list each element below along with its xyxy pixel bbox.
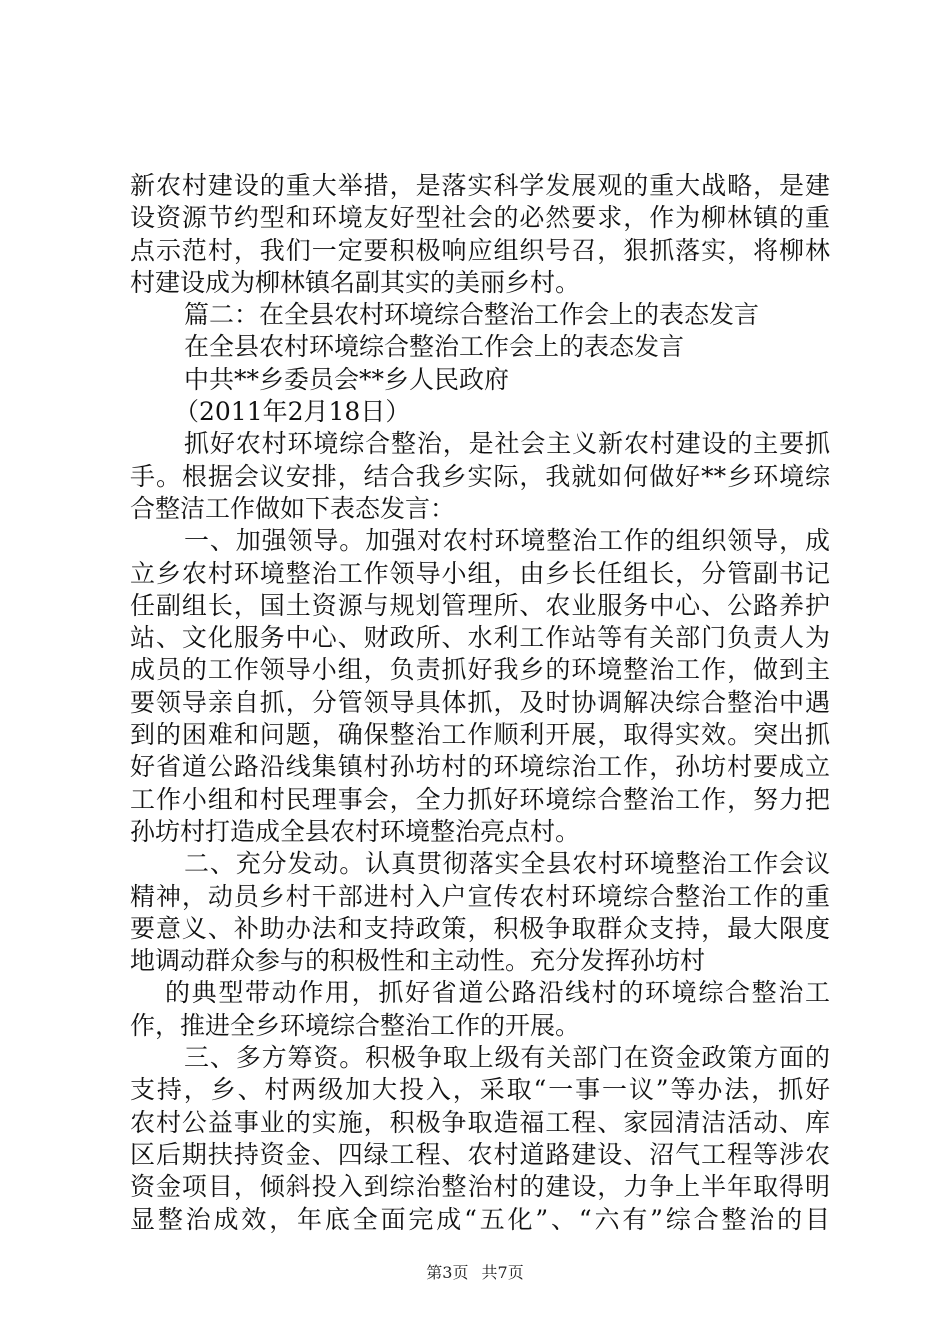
text-line: 中共**乡委员会**乡人民政府: [184, 364, 510, 394]
text-line: 要领导亲自抓，分管领导具体抓，及时协调解决综合整治中遇: [130, 687, 830, 717]
text-line: 好省道公路沿线集镇村孙坊村的环境综治工作，孙坊村要成立: [130, 752, 830, 782]
text-line: 孙坊村打造成全县农村环境整治亮点村。: [130, 816, 581, 846]
page-number: 第3页: [426, 1263, 469, 1282]
text-line: 三、多方筹资。积极争取上级有关部门在资金政策方面的: [184, 1043, 830, 1073]
text-line: 抓好农村环境综合整治，是社会主义新农村建设的主要抓: [184, 429, 830, 459]
text-line: 合整洁工作做如下表态发言：: [130, 493, 456, 523]
text-line: 一、加强领导。加强对农村环境整治工作的组织领导，成: [184, 526, 830, 556]
text-line: 工作小组和村民理事会，全力抓好环境综合整治工作，努力把: [130, 784, 830, 814]
text-line: 显整治成效，年底全面完成“五化”、“六有”综合整治的目: [130, 1204, 830, 1234]
text-line: 支持，乡、村两级加大投入，采取“一事一议”等办法，抓好: [130, 1075, 830, 1105]
text-line: 农村公益事业的实施，积极争取造福工程、家园清洁活动、库: [130, 1107, 830, 1137]
text-line: 站、文化服务中心、财政所、水利工作站等有关部门负责人为: [130, 623, 830, 653]
text-line: （2011年2月18日）: [174, 397, 411, 427]
text-line: 作，推进全乡环境综合整治工作的开展。: [130, 1010, 581, 1040]
text-line: 地调动群众参与的积极性和主动性。充分发挥孙坊村: [130, 946, 706, 976]
text-line: 任副组长，国土资源与规划管理所、农业服务中心、公路养护: [130, 590, 830, 620]
text-line: 要意义、补助办法和支持政策，积极争取群众支持，最大限度: [130, 913, 830, 943]
text-line: 二、充分发动。认真贯彻落实全县农村环境整治工作会议: [184, 849, 830, 879]
text-line: 到的困难和问题，确保整治工作顺利开展，取得实效。突出抓: [130, 720, 830, 750]
page-total: 共7页: [481, 1263, 524, 1282]
text-line: 立乡农村环境整治工作领导小组，由乡长任组长，分管副书记: [130, 558, 830, 588]
text-line: 点示范村，我们一定要积极响应组织号召，狠抓落实，将柳林: [130, 235, 830, 265]
text-line: 新农村建设的重大举措，是落实科学发展观的重大战略，是建: [130, 171, 830, 200]
text-line: 精神，动员乡村干部进村入户宣传农村环境综合整治工作的重: [130, 881, 830, 911]
text-line: 成员的工作领导小组，负责抓好我乡的环境整治工作，做到主: [130, 655, 830, 685]
text-line: 手。根据会议安排，结合我乡实际，我就如何做好**乡环境综: [130, 461, 830, 491]
text-line: 设资源节约型和环境友好型社会的必然要求，作为柳林镇的重: [130, 203, 830, 233]
document-body: [130, 170, 830, 1236]
text-line: 的典型带动作用，抓好省道公路沿线村的环境综合整治工: [165, 978, 830, 1008]
text-line: 区后期扶持资金、四绿工程、农村道路建设、沼气工程等涉农: [130, 1139, 830, 1169]
text-line: 村建设成为柳林镇名副其实的美丽乡村。: [130, 267, 581, 297]
text-line: 篇二：在全县农村环境综合整治工作会上的表态发言: [184, 300, 760, 330]
text-line: 资金项目，倾斜投入到综治整治村的建设，力争上半年取得明: [130, 1172, 830, 1202]
page-footer: [0, 1260, 950, 1283]
text-line: 在全县农村环境综合整治工作会上的表态发言: [184, 332, 685, 362]
